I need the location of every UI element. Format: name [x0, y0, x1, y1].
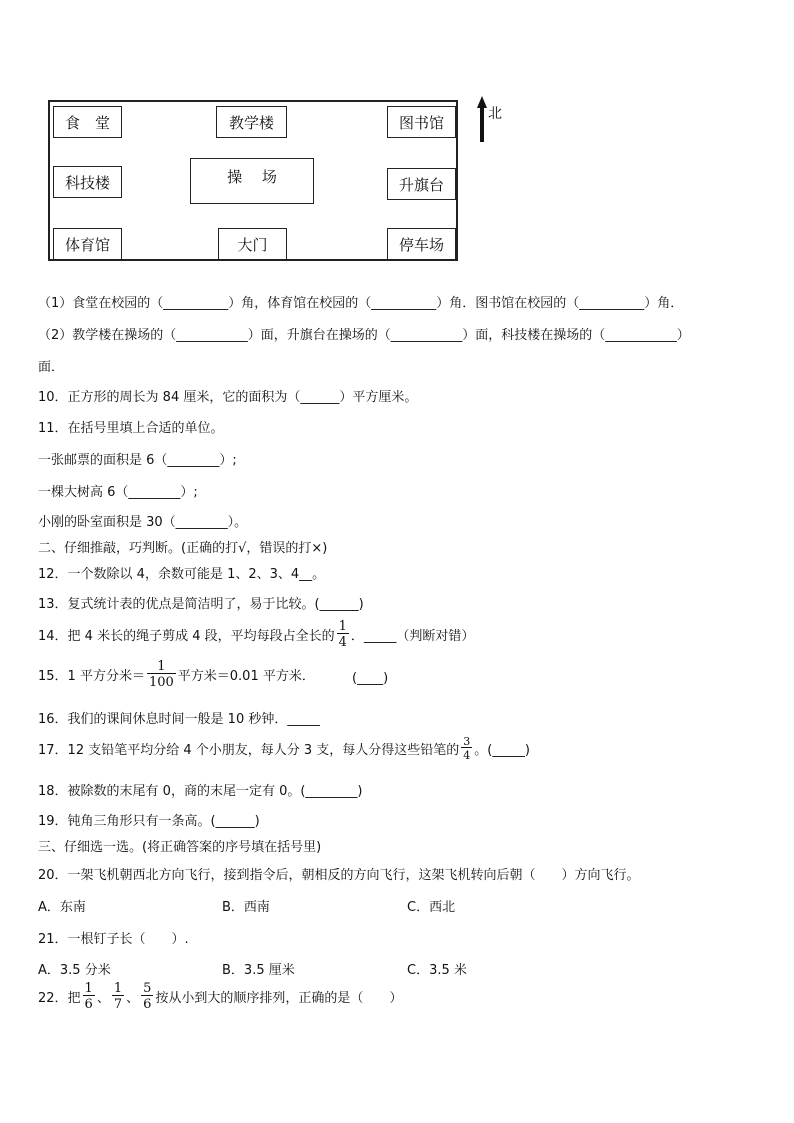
fraction-three-quarters [461, 736, 472, 761]
question-15-text: 15．1 平方分米＝ [38, 669, 145, 684]
question-10: 10．正方形的周长为 84 厘米，它的面积为（______）平方厘米。 [38, 390, 418, 405]
fraction-denominator: 6 [143, 997, 152, 1012]
q21-option-a: A．3.5 分米 [38, 963, 111, 978]
campus-map [48, 100, 458, 261]
q9-part1: （1）食堂在校园的（__________）角，体育馆在校园的（__________）角．图书馆在校园的（__________）角． [38, 296, 684, 311]
fraction-numerator: 1 [84, 981, 93, 996]
fraction-one-sixth [83, 982, 95, 1011]
question-13: 13．复式统计表的优点是简洁明了，易于比较。(______) [38, 597, 364, 612]
question-14 [38, 620, 474, 649]
building-tech: 科技楼 [53, 166, 122, 198]
building-gate: 大门 [218, 228, 287, 260]
fraction-one-seventh [112, 982, 124, 1011]
question-21: 21．一根钉子长（ ）. [38, 932, 189, 947]
question-11b: 一棵大树高 6（________）; [38, 485, 198, 500]
q21-option-b: B．3.5 厘米 [222, 963, 295, 978]
fraction-one-hundredth [147, 660, 176, 689]
building-teaching: 教学楼 [216, 106, 287, 138]
q9-part2-continued: 面． [38, 360, 65, 375]
building-playground: 操 场 [190, 158, 314, 204]
fraction-numerator: 5 [143, 981, 152, 996]
question-11c: 小刚的卧室面积是 30（________）。 [38, 515, 248, 530]
question-11: 11．在括号里填上合适的单位。 [38, 421, 224, 436]
fraction-denominator: 4 [338, 635, 347, 650]
question-11a: 一张邮票的面积是 6（________）; [38, 453, 237, 468]
section-2-heading: 二、仔细推敲，巧判断。(正确的打√，错误的打×) [38, 541, 328, 556]
fraction-denominator: 4 [463, 749, 471, 762]
question-17-tail: 。(_____) [474, 743, 530, 758]
q9-part2: （2）教学楼在操场的（___________）面，升旗台在操场的（___________）面，科技楼在操场的（___________） [38, 328, 690, 343]
fraction-numerator: 1 [113, 981, 123, 996]
fraction-numerator: 1 [338, 619, 347, 634]
north-label: 北 [488, 106, 502, 122]
q20-option-c: C．西北 [407, 900, 456, 915]
question-22-text: 22．把 [38, 991, 81, 1006]
q20-option-a: A．东南 [38, 900, 86, 915]
question-19: 19．钝角三角形只有一条高。(______) [38, 814, 260, 829]
fraction-one-quarter [337, 620, 349, 649]
question-15-blank: (____) [352, 671, 389, 686]
building-gym: 体育馆 [53, 228, 122, 260]
list-separator: 、 [96, 991, 110, 1006]
question-16: 16．我们的课间休息时间一般是 10 秒钟．_____ [38, 712, 320, 727]
section-3-heading: 三、仔细选一选。(将正确答案的序号填在括号里) [38, 840, 322, 855]
question-20: 20．一架飞机朝西北方向飞行，接到指令后，朝相反的方向飞行，这架飞机转向后朝（ ）方向飞行。 [38, 868, 640, 883]
building-canteen: 食 堂 [53, 106, 122, 138]
fraction-denominator: 7 [113, 997, 123, 1012]
question-22 [38, 982, 402, 1011]
question-14-tail: ．_____（判断对错） [350, 629, 475, 644]
question-18: 18．被除数的末尾有 0，商的末尾一定有 0。(________) [38, 784, 363, 799]
question-17 [38, 736, 530, 761]
question-22-tail: 按从小到大的顺序排列，正确的是（ ） [155, 991, 403, 1006]
fraction-five-sixths [141, 982, 153, 1011]
fraction-numerator: 1 [157, 659, 166, 674]
building-library: 图书馆 [387, 106, 456, 138]
question-17-text: 17．12 支铅笔平均分给 4 个小朋友，每人分 3 支，每人分得这些铅笔的 [38, 743, 460, 758]
fraction-denominator: 100 [148, 675, 174, 690]
question-14-text: 14．把 4 米长的绳子剪成 4 段，平均每段占全长的 [38, 629, 335, 644]
fraction-numerator: 3 [463, 735, 471, 748]
building-flag: 升旗台 [387, 168, 456, 200]
question-15 [38, 660, 315, 689]
q20-option-b: B．西南 [222, 900, 270, 915]
list-separator: 、 [126, 991, 140, 1006]
question-12: 12．一个数除以 4，余数可能是 1、2、3、4__。 [38, 567, 326, 582]
building-parking: 停车场 [387, 228, 456, 260]
question-15-tail: 平方米＝0.01 平方米． [177, 669, 315, 684]
fraction-denominator: 6 [84, 997, 93, 1012]
q21-option-c: C．3.5 米 [407, 963, 467, 978]
